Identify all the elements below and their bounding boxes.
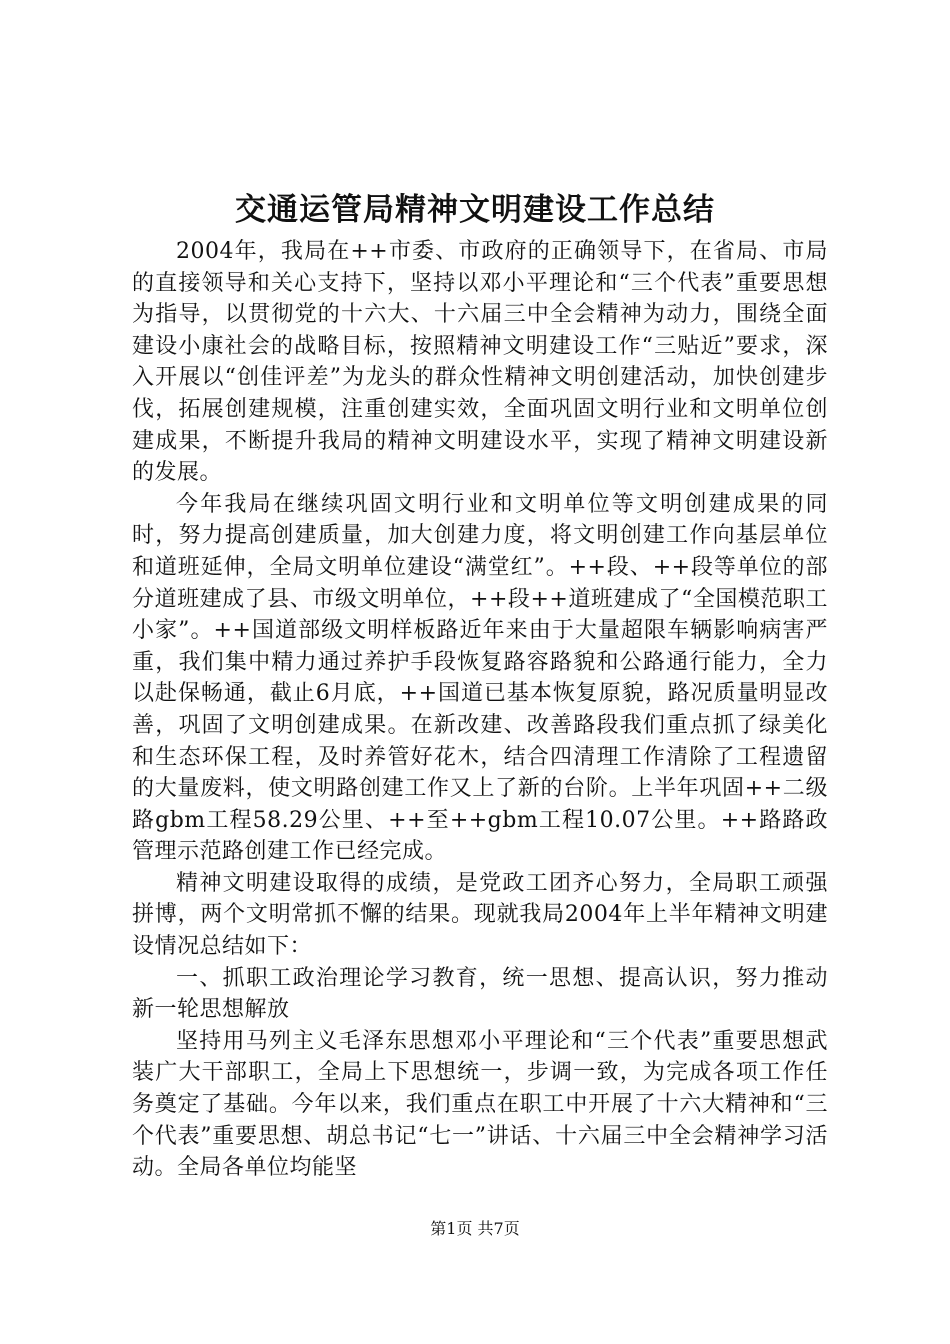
paragraph-2: 今年我局在继续巩固文明行业和文明单位等文明创建成果的同时，努力提高创建质量，加大创建力度，将文明创建工作向基层单位和道班延伸，全局文明单位建设“满堂红”。++段、++段等单位的部分道班建成了县、市级文明单位，++段++道班建成了“全国模范职工小家”。++国道部级文明样板路近年来由于大量超限车辆影响病害严重，我们集中精力通过养护手段恢复路容路貌和公路通行能力，全力以赴保畅通，截止6月底，++国道已基本恢复原貌，路况质量明显改善，巩固了文明创建成果。在新改建、改善路段我们重点抓了绿美化和生态环保工程，及时养管好花木，结合四清理工作清除了工程遗留的大量废料，使文明路创建工作又上了新的台阶。上半年巩固++二级路gbm工程58.29公里、++至++gbm工程10.07公里。++路路政管理示范路创建工作已经完成。 [132, 491, 828, 865]
document-title: 交通运管局精神文明建设工作总结 [235, 192, 715, 228]
section-heading-1: 一、抓职工政治理论学习教育，统一思想、提高认识，努力推动新一轮思想解放 [132, 965, 828, 1023]
paragraph-4: 坚持用马列主义毛泽东思想邓小平理论和“三个代表”重要思想武装广大干部职工，全局上下思想统一，步调一致，为完成各项工作任务奠定了基础。今年以来，我们重点在职工中开展了十六大精神和“三个代表”重要思想、胡总书记“七一”讲话、十六届三中全会精神学习活动。全局各单位均能坚 [132, 1028, 828, 1181]
paragraph-3: 精神文明建设取得的成绩，是党政工团齐心努力，全局职工顽强拼博，两个文明常抓不懈的结果。现就我局2004年上半年精神文明建设情况总结如下： [132, 870, 828, 960]
paragraph-1: 2004年，我局在++市委、市政府的正确领导下，在省局、市局的直接领导和关心支持下，坚持以邓小平理论和“三个代表”重要思想为指导，以贯彻党的十六大、十六届三中全会精神为动力，围绕全面建设小康社会的战略目标，按照精神文明建设工作“三贴近”要求，深入开展以“创佳评差”为龙头的群众性精神文明创建活动，加快创建步伐，拓展创建规模，注重创建实效，全面巩固文明行业和文明单位创建成果，不断提升我局的精神文明建设水平，实现了精神文明建设新的发展。 [132, 239, 828, 486]
document-body [132, 236, 828, 1184]
page-number-footer: 第1页 共7页 [430, 1219, 520, 1238]
